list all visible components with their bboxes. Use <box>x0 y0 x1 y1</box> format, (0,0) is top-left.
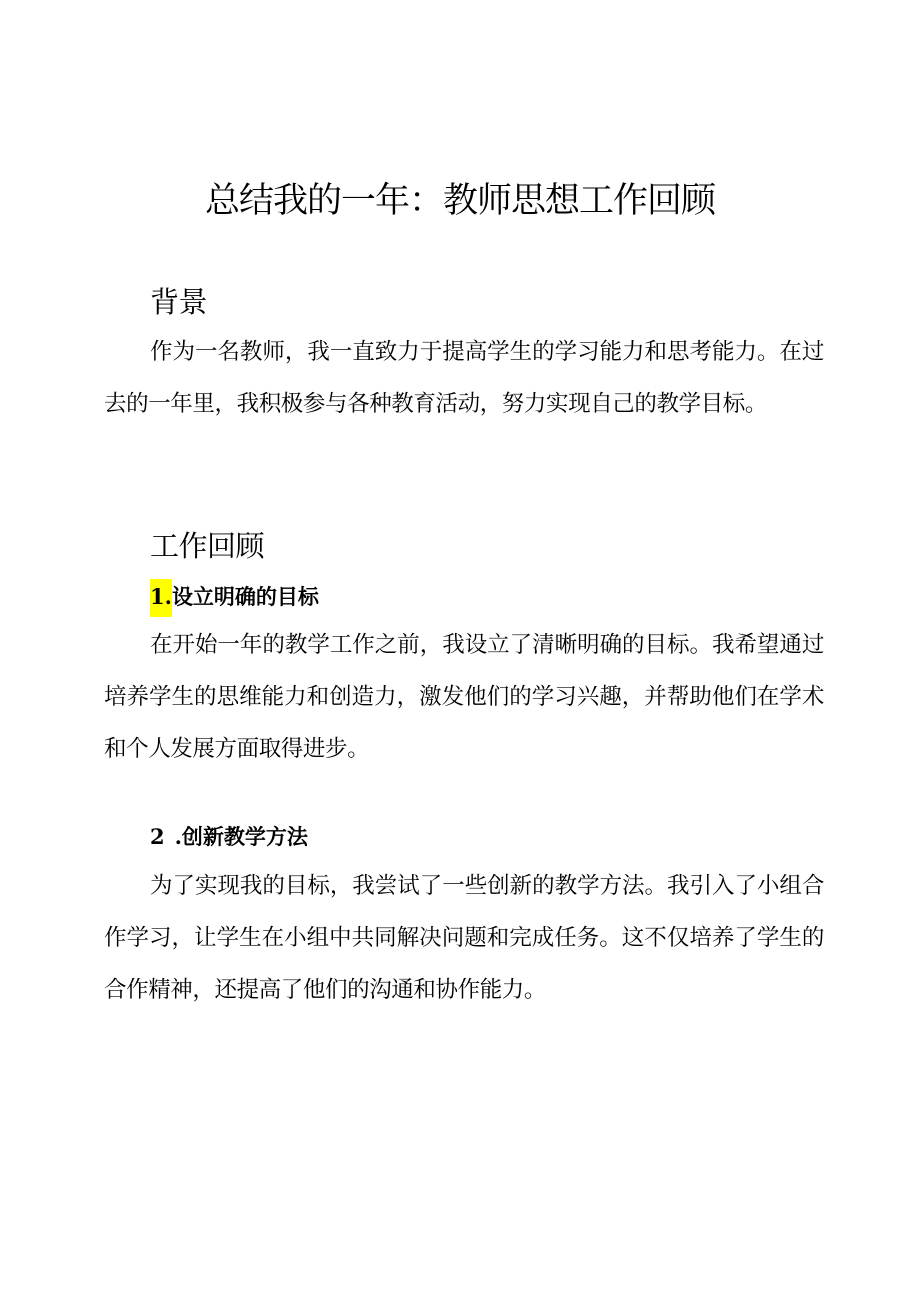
subsection-2-number: 2 <box>150 824 165 849</box>
subsection-heading-1 <box>150 579 319 617</box>
document-title: 总结我的一年：教师思想工作回顾 <box>204 181 715 221</box>
subsection-heading-1-text: 设立明确的目标 <box>171 584 319 609</box>
background-paragraph: 作为一名教师，我一直致力于提高学生的学习能力和思考能力。在过去的一年里，我积极参与各种教育活动，努力实现自己的教学目标。 <box>104 339 824 417</box>
section-heading-work-review: 工作回顾 <box>150 529 265 563</box>
subsection-heading-2-text: .创新教学方法 <box>174 824 308 849</box>
subsection-1-paragraph: 在开始一年的教学工作之前，我设立了清晰明确的目标。我希望通过培养学生的思维能力和创造力，激发他们的学习兴趣，并帮助他们在学术和个人发展方面取得进步。 <box>104 632 824 762</box>
section-heading-background: 背景 <box>150 285 208 319</box>
subsection-heading-2 <box>150 821 308 853</box>
highlighted-number: 1. <box>150 579 172 617</box>
subsection-2-paragraph: 为了实现我的目标，我尝试了一些创新的教学方法。我引入了小组合作学习，让学生在小组中共同解决问题和完成任务。这不仅培养了学生的合作精神，还提高了他们的沟通和协作能力。 <box>104 873 824 1003</box>
